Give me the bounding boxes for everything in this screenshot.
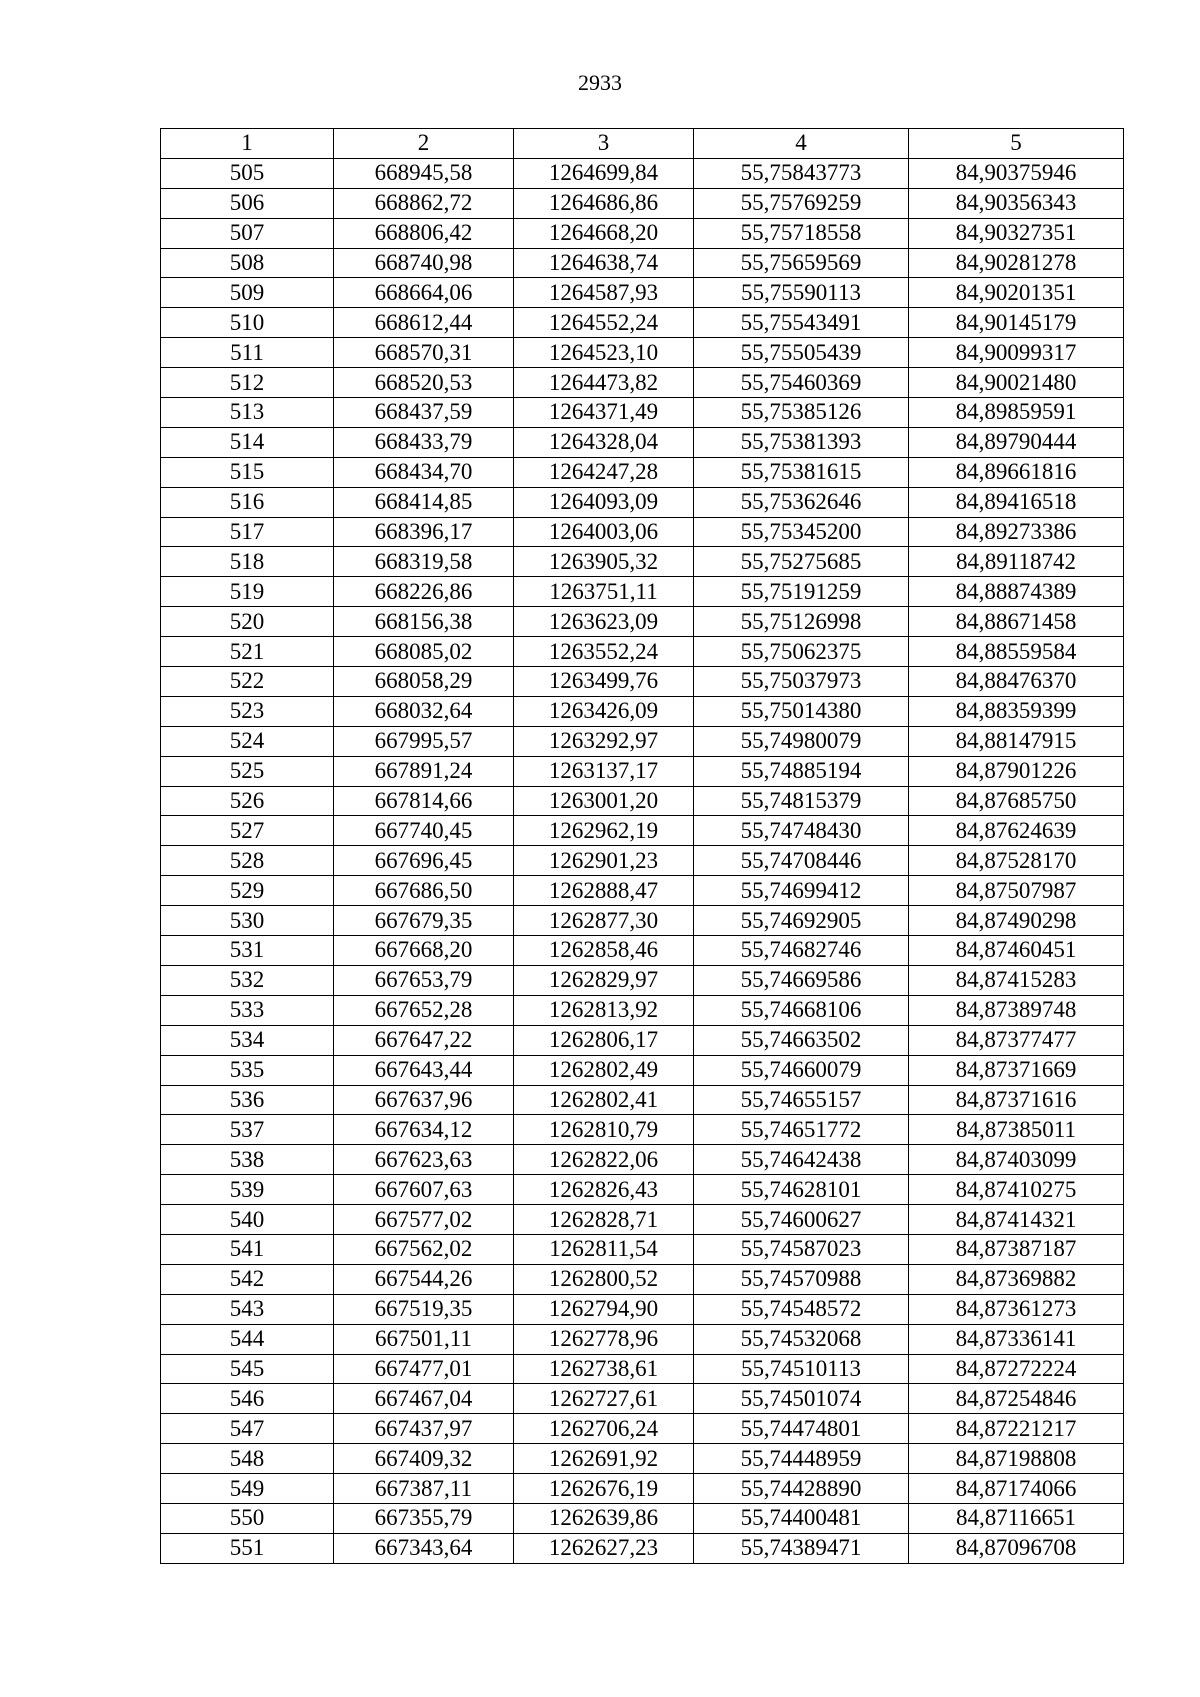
table-cell-col-1: 505 [161,158,334,188]
table-cell-col-2: 668437,59 [334,398,514,428]
table-row [161,726,1124,756]
table-cell-col-5: 84,87507987 [909,876,1124,906]
table-row [161,1474,1124,1504]
table-cell-col-5: 84,90356343 [909,188,1124,218]
table-cell-col-4: 55,74501074 [694,1384,909,1414]
table-cell-col-3: 1262888,47 [514,876,694,906]
table-cell-col-5: 84,89661816 [909,457,1124,487]
table-cell-col-2: 668570,31 [334,338,514,368]
table-cell-col-1: 527 [161,816,334,846]
table-cell-col-2: 668032,64 [334,696,514,726]
table-cell-col-1: 506 [161,188,334,218]
table-cell-col-1: 546 [161,1384,334,1414]
table-cell-col-2: 668434,70 [334,457,514,487]
table-row [161,906,1124,936]
table-cell-col-2: 667562,02 [334,1234,514,1264]
table-cell-col-5: 84,90201351 [909,278,1124,308]
table-cell-col-1: 525 [161,756,334,786]
table-row [161,1085,1124,1115]
table-body [161,158,1124,1563]
table-cell-col-2: 667637,96 [334,1085,514,1115]
page-number: 2933 [578,70,622,95]
table-cell-col-3: 1264686,86 [514,188,694,218]
table-cell-col-5: 84,89859591 [909,398,1124,428]
table-cell-col-2: 668433,79 [334,427,514,457]
table-cell-col-4: 55,74885194 [694,756,909,786]
table-cell-col-1: 522 [161,667,334,697]
table-cell-col-2: 667519,35 [334,1294,514,1324]
column-header-3: 3 [514,129,694,159]
table-row [161,756,1124,786]
table-cell-col-2: 667696,45 [334,846,514,876]
table-cell-col-2: 667634,12 [334,1115,514,1145]
table-row [161,278,1124,308]
table-row [161,158,1124,188]
coordinates-table [160,128,1124,1564]
table-cell-col-1: 523 [161,696,334,726]
table-cell-col-5: 84,87361273 [909,1294,1124,1324]
table-cell-col-4: 55,74692905 [694,906,909,936]
table-row [161,577,1124,607]
table-cell-col-1: 512 [161,368,334,398]
table-cell-col-5: 84,87254846 [909,1384,1124,1414]
table-cell-col-2: 668862,72 [334,188,514,218]
table-cell-col-5: 84,87369882 [909,1264,1124,1294]
table-row [161,1055,1124,1085]
table-row [161,995,1124,1025]
table-row [161,876,1124,906]
table-cell-col-2: 668945,58 [334,158,514,188]
table-cell-col-5: 84,87174066 [909,1474,1124,1504]
table-cell-col-5: 84,87096708 [909,1533,1124,1563]
table-cell-col-2: 667477,01 [334,1354,514,1384]
table-cell-col-3: 1264371,49 [514,398,694,428]
table-cell-col-4: 55,75590113 [694,278,909,308]
table-cell-col-5: 84,87221217 [909,1414,1124,1444]
table-cell-col-3: 1264587,93 [514,278,694,308]
table-cell-col-4: 55,75381615 [694,457,909,487]
column-header-4: 4 [694,129,909,159]
table-cell-col-1: 533 [161,995,334,1025]
table-cell-col-5: 84,87901226 [909,756,1124,786]
table-row [161,457,1124,487]
table-cell-col-4: 55,74682746 [694,936,909,966]
table-row [161,696,1124,726]
table-cell-col-3: 1262826,43 [514,1175,694,1205]
table-cell-col-5: 84,87685750 [909,786,1124,816]
column-header-5: 5 [909,129,1124,159]
table-row [161,936,1124,966]
table-cell-col-3: 1262639,86 [514,1503,694,1533]
table-cell-col-5: 84,90145179 [909,308,1124,338]
table-cell-col-1: 515 [161,457,334,487]
table-cell-col-4: 55,74669586 [694,965,909,995]
table-cell-col-4: 55,75362646 [694,487,909,517]
table-cell-col-2: 667501,11 [334,1324,514,1354]
table-cell-col-3: 1262829,97 [514,965,694,995]
table-cell-col-4: 55,74660079 [694,1055,909,1085]
table-cell-col-2: 668664,06 [334,278,514,308]
table-cell-col-4: 55,74651772 [694,1115,909,1145]
column-header-2: 2 [334,129,514,159]
table-row [161,1175,1124,1205]
table-cell-col-3: 1263426,09 [514,696,694,726]
table-row [161,1025,1124,1055]
table-cell-col-3: 1264003,06 [514,517,694,547]
table-cell-col-1: 509 [161,278,334,308]
table-row [161,607,1124,637]
table-cell-col-2: 667643,44 [334,1055,514,1085]
table-cell-col-5: 84,90021480 [909,368,1124,398]
table-row [161,398,1124,428]
table-cell-col-3: 1262828,71 [514,1205,694,1235]
table-cell-col-2: 667355,79 [334,1503,514,1533]
table-cell-col-4: 55,74428890 [694,1474,909,1504]
table-cell-col-5: 84,87387187 [909,1234,1124,1264]
table-cell-col-2: 667647,22 [334,1025,514,1055]
table-cell-col-2: 668156,38 [334,607,514,637]
table-cell-col-1: 544 [161,1324,334,1354]
table-row [161,1294,1124,1324]
table-row [161,965,1124,995]
table-cell-col-4: 55,74815379 [694,786,909,816]
table-cell-col-3: 1264328,04 [514,427,694,457]
table-cell-col-3: 1264552,24 [514,308,694,338]
table-row [161,218,1124,248]
table-cell-col-5: 84,88559584 [909,637,1124,667]
table-cell-col-4: 55,74668106 [694,995,909,1025]
table-cell-col-4: 55,75659569 [694,248,909,278]
table-cell-col-3: 1264523,10 [514,338,694,368]
table-row [161,1145,1124,1175]
table-cell-col-4: 55,75275685 [694,547,909,577]
table-cell-col-4: 55,74628101 [694,1175,909,1205]
table-row [161,637,1124,667]
table-cell-col-2: 668806,42 [334,218,514,248]
table-cell-col-3: 1263499,76 [514,667,694,697]
table-cell-col-5: 84,87336141 [909,1324,1124,1354]
table-cell-col-4: 55,75460369 [694,368,909,398]
table-row [161,487,1124,517]
table-cell-col-4: 55,75385126 [694,398,909,428]
table-cell-col-2: 667668,20 [334,936,514,966]
table-cell-col-2: 667679,35 [334,906,514,936]
table-cell-col-1: 543 [161,1294,334,1324]
table-cell-col-3: 1262901,23 [514,846,694,876]
table-cell-col-5: 84,87528170 [909,846,1124,876]
table-cell-col-4: 55,74400481 [694,1503,909,1533]
table-cell-col-2: 667437,97 [334,1414,514,1444]
table-cell-col-1: 510 [161,308,334,338]
table-cell-col-1: 508 [161,248,334,278]
table-cell-col-1: 532 [161,965,334,995]
table-cell-col-1: 524 [161,726,334,756]
table-row [161,188,1124,218]
table-cell-col-2: 667623,63 [334,1145,514,1175]
table-cell-col-1: 540 [161,1205,334,1235]
table-cell-col-5: 84,89273386 [909,517,1124,547]
table-cell-col-5: 84,88147915 [909,726,1124,756]
table-row [161,517,1124,547]
table-cell-col-4: 55,74587023 [694,1234,909,1264]
table-cell-col-3: 1262962,19 [514,816,694,846]
table-cell-col-1: 511 [161,338,334,368]
table-cell-col-5: 84,87272224 [909,1354,1124,1384]
table-cell-col-1: 529 [161,876,334,906]
table-cell-col-1: 534 [161,1025,334,1055]
table-cell-col-3: 1262813,92 [514,995,694,1025]
table-cell-col-1: 545 [161,1354,334,1384]
table-cell-col-3: 1262810,79 [514,1115,694,1145]
table-cell-col-1: 550 [161,1503,334,1533]
table-row [161,1354,1124,1384]
table-cell-col-3: 1262676,19 [514,1474,694,1504]
table-cell-col-5: 84,87414321 [909,1205,1124,1235]
table-cell-col-4: 55,75345200 [694,517,909,547]
table-cell-col-3: 1262877,30 [514,906,694,936]
table-cell-col-2: 667891,24 [334,756,514,786]
table-cell-col-1: 514 [161,427,334,457]
table-row [161,1234,1124,1264]
table-cell-col-4: 55,75014380 [694,696,909,726]
header-row [161,129,1124,159]
table-row [161,338,1124,368]
table-cell-col-2: 668612,44 [334,308,514,338]
table-cell-col-5: 84,88874389 [909,577,1124,607]
table-cell-col-5: 84,87389748 [909,995,1124,1025]
table-cell-col-5: 84,89118742 [909,547,1124,577]
table-cell-col-4: 55,75062375 [694,637,909,667]
table-cell-col-3: 1262727,61 [514,1384,694,1414]
table-cell-col-3: 1262794,90 [514,1294,694,1324]
table-cell-col-1: 530 [161,906,334,936]
table-cell-col-4: 55,74980079 [694,726,909,756]
table-row [161,1533,1124,1563]
table-cell-col-4: 55,75381393 [694,427,909,457]
table-cell-col-2: 667409,32 [334,1444,514,1474]
table-cell-col-4: 55,74389471 [694,1533,909,1563]
table-cell-col-3: 1262802,41 [514,1085,694,1115]
table-cell-col-5: 84,87490298 [909,906,1124,936]
table-cell-col-5: 84,87415283 [909,965,1124,995]
table-cell-col-2: 667607,63 [334,1175,514,1205]
table-cell-col-2: 667686,50 [334,876,514,906]
table-cell-col-3: 1263292,97 [514,726,694,756]
table-row [161,427,1124,457]
table-cell-col-3: 1264638,74 [514,248,694,278]
table-cell-col-1: 542 [161,1264,334,1294]
table-cell-col-1: 513 [161,398,334,428]
table-cell-col-2: 667652,28 [334,995,514,1025]
table-row [161,308,1124,338]
table-cell-col-1: 518 [161,547,334,577]
table-cell-col-1: 528 [161,846,334,876]
table-cell-col-4: 55,74474801 [694,1414,909,1444]
table-row [161,1324,1124,1354]
table-cell-col-4: 55,75718558 [694,218,909,248]
table-cell-col-4: 55,74548572 [694,1294,909,1324]
table-row [161,1414,1124,1444]
table-row [161,667,1124,697]
table-cell-col-4: 55,75126998 [694,607,909,637]
table-cell-col-2: 668414,85 [334,487,514,517]
table-cell-col-5: 84,87385011 [909,1115,1124,1145]
table-cell-col-3: 1264093,09 [514,487,694,517]
table-cell-col-2: 668520,53 [334,368,514,398]
table-cell-col-2: 667740,45 [334,816,514,846]
table-cell-col-1: 516 [161,487,334,517]
table-cell-col-2: 667467,04 [334,1384,514,1414]
table-cell-col-5: 84,88359399 [909,696,1124,726]
table-cell-col-5: 84,87403099 [909,1145,1124,1175]
table-cell-col-3: 1262858,46 [514,936,694,966]
table-header [161,129,1124,159]
table-cell-col-5: 84,87116651 [909,1503,1124,1533]
table-cell-col-5: 84,90327351 [909,218,1124,248]
table-row [161,786,1124,816]
table-cell-col-3: 1264699,84 [514,158,694,188]
table-cell-col-1: 517 [161,517,334,547]
table-cell-col-1: 520 [161,607,334,637]
table-cell-col-5: 84,87371669 [909,1055,1124,1085]
table-cell-col-5: 84,89416518 [909,487,1124,517]
table-cell-col-4: 55,74699412 [694,876,909,906]
table-cell-col-5: 84,89790444 [909,427,1124,457]
table-cell-col-3: 1264473,82 [514,368,694,398]
table-row [161,846,1124,876]
table-cell-col-2: 668319,58 [334,547,514,577]
table-cell-col-3: 1262802,49 [514,1055,694,1085]
table-cell-col-2: 668226,86 [334,577,514,607]
table-cell-col-1: 551 [161,1533,334,1563]
table-cell-col-1: 548 [161,1444,334,1474]
table-row [161,1264,1124,1294]
table-cell-col-5: 84,87624639 [909,816,1124,846]
table-cell-col-3: 1262691,92 [514,1444,694,1474]
table-cell-col-4: 55,74748430 [694,816,909,846]
table-row [161,1205,1124,1235]
table-cell-col-4: 55,74655157 [694,1085,909,1115]
table-cell-col-2: 668740,98 [334,248,514,278]
table-cell-col-3: 1262627,23 [514,1533,694,1563]
table-row [161,248,1124,278]
table-cell-col-2: 668085,02 [334,637,514,667]
table-cell-col-3: 1262811,54 [514,1234,694,1264]
table-cell-col-5: 84,87371616 [909,1085,1124,1115]
table-cell-col-2: 667995,57 [334,726,514,756]
table-cell-col-4: 55,75543491 [694,308,909,338]
table-cell-col-3: 1262800,52 [514,1264,694,1294]
table-cell-col-4: 55,74663502 [694,1025,909,1055]
table-cell-col-4: 55,74532068 [694,1324,909,1354]
table-row [161,1384,1124,1414]
table-cell-col-5: 84,87377477 [909,1025,1124,1055]
table-row [161,1444,1124,1474]
table-cell-col-2: 668058,29 [334,667,514,697]
table-cell-col-2: 667343,64 [334,1533,514,1563]
table-cell-col-1: 541 [161,1234,334,1264]
table-cell-col-1: 549 [161,1474,334,1504]
table-cell-col-1: 507 [161,218,334,248]
table-cell-col-1: 519 [161,577,334,607]
table-cell-col-5: 84,88476370 [909,667,1124,697]
table-cell-col-4: 55,75191259 [694,577,909,607]
table-row [161,1115,1124,1145]
table-cell-col-4: 55,75769259 [694,188,909,218]
table-cell-col-5: 84,88671458 [909,607,1124,637]
table-cell-col-3: 1262706,24 [514,1414,694,1444]
table-cell-col-5: 84,87410275 [909,1175,1124,1205]
table-cell-col-3: 1263001,20 [514,786,694,816]
table-cell-col-3: 1263137,17 [514,756,694,786]
table-row [161,368,1124,398]
table-cell-col-1: 531 [161,936,334,966]
table-cell-col-2: 667653,79 [334,965,514,995]
table-cell-col-1: 538 [161,1145,334,1175]
table-cell-col-5: 84,90099317 [909,338,1124,368]
table-cell-col-4: 55,75505439 [694,338,909,368]
column-header-1: 1 [161,129,334,159]
table-cell-col-1: 536 [161,1085,334,1115]
table-row [161,547,1124,577]
table-cell-col-4: 55,75037973 [694,667,909,697]
table-cell-col-5: 84,87460451 [909,936,1124,966]
table-cell-col-5: 84,87198808 [909,1444,1124,1474]
table-cell-col-3: 1262822,06 [514,1145,694,1175]
table-cell-col-3: 1264247,28 [514,457,694,487]
table-cell-col-2: 667387,11 [334,1474,514,1504]
table-cell-col-4: 55,74570988 [694,1264,909,1294]
table-row [161,816,1124,846]
table-cell-col-1: 526 [161,786,334,816]
table-cell-col-2: 667814,66 [334,786,514,816]
table-cell-col-3: 1263552,24 [514,637,694,667]
table-cell-col-2: 667577,02 [334,1205,514,1235]
table-cell-col-5: 84,90281278 [909,248,1124,278]
table-cell-col-3: 1263623,09 [514,607,694,637]
table-cell-col-3: 1262778,96 [514,1324,694,1354]
table-cell-col-1: 539 [161,1175,334,1205]
table-cell-col-4: 55,74600627 [694,1205,909,1235]
table-cell-col-3: 1262806,17 [514,1025,694,1055]
table-cell-col-5: 84,90375946 [909,158,1124,188]
table-cell-col-3: 1263905,32 [514,547,694,577]
table-cell-col-1: 535 [161,1055,334,1085]
table-cell-col-4: 55,74448959 [694,1444,909,1474]
table-cell-col-4: 55,75843773 [694,158,909,188]
table-cell-col-3: 1264668,20 [514,218,694,248]
table-cell-col-1: 537 [161,1115,334,1145]
table-cell-col-1: 521 [161,637,334,667]
table-cell-col-4: 55,74510113 [694,1354,909,1384]
table-cell-col-1: 547 [161,1414,334,1444]
table-cell-col-2: 667544,26 [334,1264,514,1294]
table-cell-col-3: 1262738,61 [514,1354,694,1384]
table-cell-col-4: 55,74708446 [694,846,909,876]
table-cell-col-4: 55,74642438 [694,1145,909,1175]
table-cell-col-2: 668396,17 [334,517,514,547]
table-row [161,1503,1124,1533]
table-cell-col-3: 1263751,11 [514,577,694,607]
